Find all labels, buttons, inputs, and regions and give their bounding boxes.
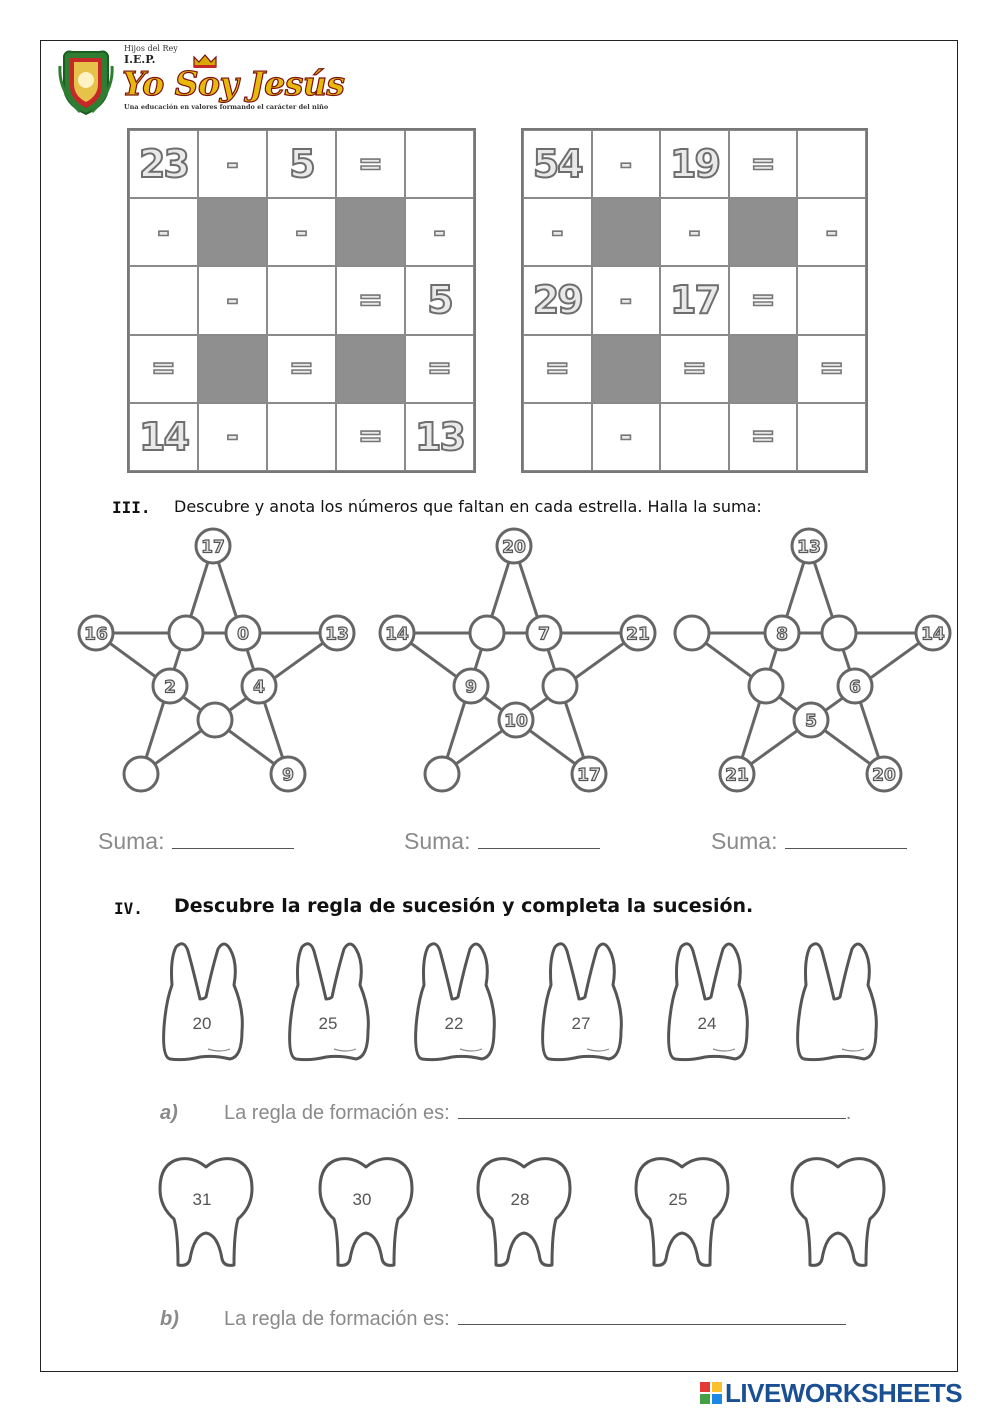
grid-equals-sign: = — [729, 266, 798, 334]
rule-b — [160, 1308, 846, 1331]
logo-small-text: Hijos del Rey — [124, 44, 178, 53]
star-edge — [213, 546, 288, 774]
grid-number-cell: 13 — [405, 403, 474, 471]
star-edge — [141, 546, 213, 774]
star-empty-node[interactable] — [425, 757, 459, 791]
grid-number-cell: 14 — [129, 403, 198, 471]
star-node-value: 7 — [538, 624, 550, 645]
section-3-label: III. — [112, 498, 151, 517]
star-number-node — [242, 669, 276, 703]
star-node-value: 8 — [776, 624, 788, 645]
star-number-node — [271, 757, 305, 791]
star-node-value: 20 — [502, 537, 526, 558]
star-node-value: 13 — [325, 624, 349, 645]
rule-b-text: La regla de formación es: — [224, 1308, 450, 1330]
star-node-value: 2 — [164, 677, 176, 698]
star-node-value: 20 — [872, 765, 896, 786]
rule-a — [160, 1102, 851, 1125]
tooth-empty[interactable] — [788, 1155, 888, 1269]
tooth-value: 31 — [192, 1190, 212, 1209]
grid-minus-sign: - — [198, 403, 267, 471]
star-node-value: 21 — [725, 765, 749, 786]
star-number-node — [527, 616, 561, 650]
star-number-node — [792, 529, 826, 563]
grid-minus-sign: - — [592, 403, 661, 471]
star-node-value: 17 — [577, 765, 601, 786]
tooth-value: 24 — [697, 1014, 717, 1033]
star-number-node — [572, 757, 606, 791]
star-empty-node[interactable] — [822, 616, 856, 650]
grid-number-cell: 23 — [129, 130, 198, 198]
tooth-value: 28 — [510, 1190, 530, 1209]
star-node-value: 16 — [84, 624, 108, 645]
grid-number-cell: 29 — [523, 266, 592, 334]
star-number-node — [497, 529, 531, 563]
star-number-node — [196, 529, 230, 563]
star-number-node — [838, 669, 872, 703]
rule-a-end: . — [845, 1102, 852, 1124]
tooth-value: 25 — [668, 1190, 688, 1209]
star-node-value: 4 — [253, 677, 265, 698]
grid-equals-sign: = — [797, 335, 866, 403]
tooth-number — [316, 1155, 416, 1269]
star-number-node — [79, 616, 113, 650]
tooth-value: 25 — [318, 1014, 338, 1033]
star-number-node — [226, 616, 260, 650]
star-node-value: 14 — [385, 624, 409, 645]
suma-1-answer-line[interactable] — [172, 830, 294, 849]
rule-a-text: La regla de formación es: — [224, 1102, 450, 1124]
suma-3-answer-line[interactable] — [785, 830, 907, 849]
grid-minus-sign: - — [129, 198, 198, 266]
suma-2 — [404, 828, 600, 855]
grid-minus-sign: - — [797, 198, 866, 266]
star-number-node — [320, 616, 354, 650]
tooth-value: 22 — [444, 1014, 464, 1033]
grid-equals-sign: = — [729, 130, 798, 198]
star-number-node — [380, 616, 414, 650]
grid-number-cell: 54 — [523, 130, 592, 198]
star-empty-node[interactable] — [543, 669, 577, 703]
star-empty-node[interactable] — [124, 757, 158, 791]
rule-b-answer-line[interactable] — [458, 1308, 846, 1325]
star-edge — [442, 546, 514, 774]
star-empty-node[interactable] — [470, 616, 504, 650]
tooth-number — [474, 1155, 574, 1269]
tooth-number — [632, 1155, 732, 1269]
liveworksheets-brand-text: LIVEWORKSHEETS — [725, 1378, 963, 1408]
tooth-number — [412, 939, 498, 1063]
grid-minus-sign: - — [592, 130, 661, 198]
logo-tagline: Una educación en valores formando el carácter del niño — [124, 103, 329, 111]
grid-minus-sign: - — [660, 198, 729, 266]
grid-minus-sign: - — [267, 198, 336, 266]
star-node-value: 17 — [201, 537, 225, 558]
star-number-node — [499, 703, 533, 737]
star-node-value: 5 — [805, 711, 817, 732]
logo-iep: I.E.P. — [124, 53, 156, 66]
grid-equals-sign: = — [336, 403, 405, 471]
star-empty-node[interactable] — [675, 616, 709, 650]
liveworksheets-logo-icon — [700, 1382, 722, 1404]
tooth-empty[interactable] — [794, 939, 880, 1063]
suma-2-answer-line[interactable] — [478, 830, 600, 849]
grid-minus-sign: - — [592, 266, 661, 334]
section-3-instructions: Descubre y anota los números que faltan en cada estrella. Halla la suma: — [174, 497, 762, 516]
grid-number-cell: 5 — [267, 130, 336, 198]
rule-a-answer-line[interactable] — [458, 1102, 846, 1119]
suma-3-label: Suma: — [711, 828, 778, 854]
star-edge — [514, 546, 589, 774]
star-node-value: 14 — [921, 624, 945, 645]
star-node-value: 9 — [465, 677, 477, 698]
grid-equals-sign: = — [336, 130, 405, 198]
rule-a-label: a) — [160, 1102, 178, 1124]
rule-b-label: b) — [160, 1308, 179, 1330]
suma-3 — [711, 828, 907, 855]
star-node-value: 0 — [237, 624, 249, 645]
grid-minus-sign: - — [405, 198, 474, 266]
star-number-node — [867, 757, 901, 791]
star-node-value: 13 — [797, 537, 821, 558]
star-number-node — [720, 757, 754, 791]
star-node-value: 21 — [626, 624, 650, 645]
tooth-value: 30 — [352, 1190, 372, 1209]
star-empty-node[interactable] — [169, 616, 203, 650]
grid-equals-sign: = — [405, 335, 474, 403]
grid-equals-sign: = — [336, 266, 405, 334]
star-number-node — [621, 616, 655, 650]
grid-equals-sign: = — [129, 335, 198, 403]
grid-minus-sign: - — [198, 266, 267, 334]
section-4-instructions: Descubre la regla de sucesión y completa la sucesión. — [174, 895, 754, 917]
star-number-node — [794, 703, 828, 737]
star-empty-node[interactable] — [198, 703, 232, 737]
star-node-value: 9 — [282, 765, 294, 786]
suma-2-label: Suma: — [404, 828, 471, 854]
tooth-number — [665, 939, 751, 1063]
star-number-node — [916, 616, 950, 650]
section-4-label: IV. — [114, 899, 143, 918]
grid-number-cell: 17 — [660, 266, 729, 334]
tooth-value: 27 — [571, 1014, 591, 1033]
star-number-node — [765, 616, 799, 650]
tooth-number — [156, 1155, 256, 1269]
tooth-number — [286, 939, 372, 1063]
tooth-value: 20 — [192, 1014, 212, 1033]
star-node-value: 10 — [504, 711, 528, 732]
star-empty-node[interactable] — [749, 669, 783, 703]
star-number-node — [454, 669, 488, 703]
star-number-node — [153, 669, 187, 703]
star-node-value: 6 — [849, 677, 861, 698]
grid-number-cell: 5 — [405, 266, 474, 334]
grid-equals-sign: = — [660, 335, 729, 403]
star-edge — [737, 546, 809, 774]
tooth-number — [539, 939, 625, 1063]
star-edge — [809, 546, 884, 774]
grid-minus-sign: - — [523, 198, 592, 266]
logo-school-name: Yo Soy Jesús — [122, 64, 345, 103]
suma-1 — [98, 828, 294, 855]
grid-equals-sign: = — [523, 335, 592, 403]
suma-1-label: Suma: — [98, 828, 165, 854]
tooth-number — [160, 939, 246, 1063]
liveworksheets-brand[interactable] — [700, 1378, 962, 1409]
grid-number-cell: 19 — [660, 130, 729, 198]
grid-equals-sign: = — [729, 403, 798, 471]
grid-minus-sign: - — [198, 130, 267, 198]
grid-equals-sign: = — [267, 335, 336, 403]
